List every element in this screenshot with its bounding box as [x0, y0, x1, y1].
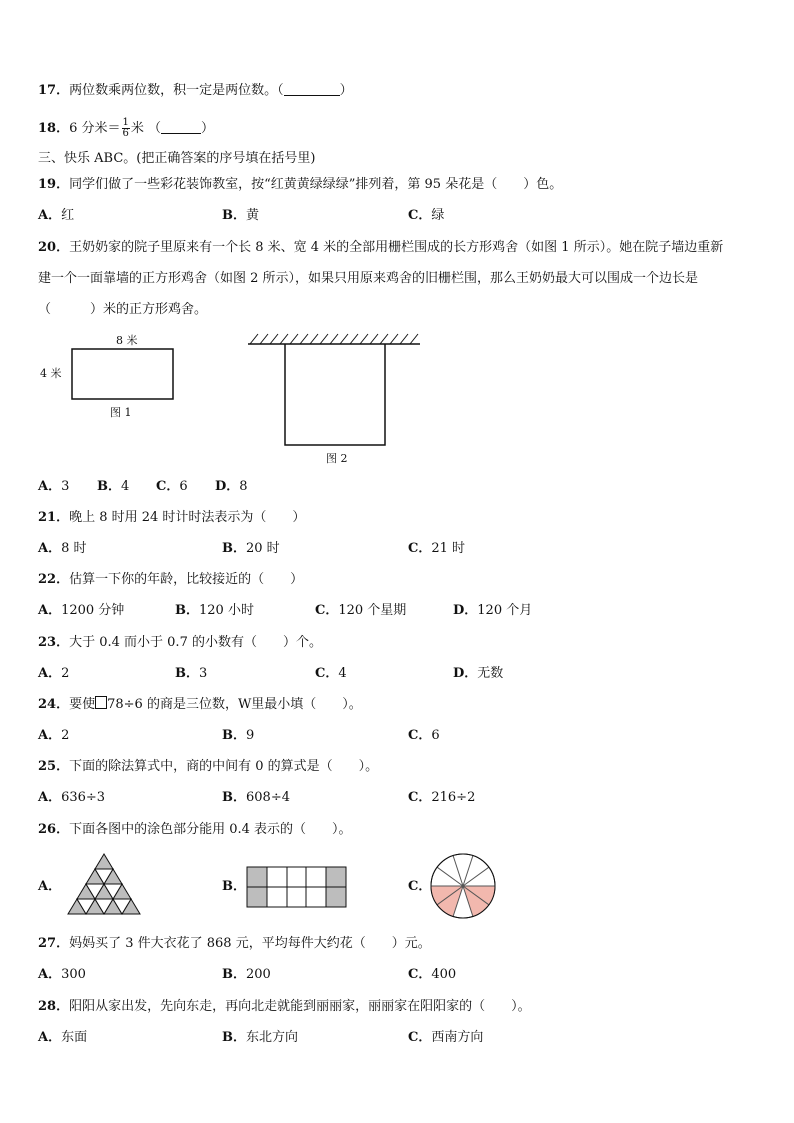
fig1-rectangle — [70, 347, 176, 401]
option-letter: A． — [38, 728, 62, 743]
question-text-pre: 要使 — [69, 697, 96, 712]
option-a[interactable] — [38, 665, 69, 683]
option-a[interactable] — [38, 1029, 87, 1047]
question-number: 25． — [38, 759, 70, 774]
option-letter: D． — [215, 479, 240, 494]
fraction-numerator: 1 — [122, 117, 129, 128]
question-text: 下面各图中的涂色部分能用 0.4 表示的（ ）。 — [69, 822, 352, 837]
option-text: 216÷2 — [431, 790, 476, 805]
grid-figure — [246, 866, 348, 910]
option-letter: A． — [38, 603, 62, 618]
question-text: 妈妈买了 3 件大衣花了 868 元，平均每件大约花（ ）元。 — [69, 936, 431, 951]
question-21 — [38, 509, 305, 527]
option-a[interactable] — [38, 602, 124, 620]
option-a[interactable] — [38, 540, 87, 558]
question-number: 21． — [38, 510, 70, 525]
option-d[interactable] — [453, 665, 503, 683]
option-d[interactable] — [453, 602, 532, 620]
question-number: 24． — [38, 697, 70, 712]
option-b[interactable] — [97, 478, 129, 496]
option-letter: C． — [156, 479, 180, 494]
option-text: 2 — [61, 728, 70, 743]
digit-box — [95, 696, 107, 709]
question-number: 20． — [38, 240, 70, 255]
question-number: 22． — [38, 572, 70, 587]
option-b[interactable] — [175, 602, 254, 620]
option-c[interactable] — [408, 207, 444, 225]
fraction — [122, 118, 130, 139]
option-letter: B． — [222, 728, 246, 743]
option-c[interactable] — [156, 478, 188, 496]
question-26 — [38, 821, 352, 839]
option-letter: D． — [453, 666, 478, 681]
question-text: 下面的除法算式中，商的中间有 0 的算式是（ ）。 — [69, 759, 379, 774]
option-c[interactable] — [408, 1029, 483, 1047]
option-text: 8 — [239, 479, 248, 494]
question-number: 17． — [38, 83, 70, 98]
option-letter: A． — [38, 967, 62, 982]
fig1-caption: 图 1 — [110, 406, 132, 419]
question-number: 28． — [38, 999, 70, 1014]
option-letter: A． — [38, 479, 62, 494]
option-c[interactable] — [315, 665, 347, 683]
option-text: 21 时 — [431, 541, 466, 556]
question-text: 大于 0.4 而小于 0.7 的小数有（ ）个。 — [69, 635, 322, 650]
option-text: 608÷4 — [246, 790, 290, 805]
option-text: 6 — [431, 728, 440, 743]
question-17 — [38, 82, 353, 100]
option-c[interactable] — [315, 602, 406, 620]
paren-close: ） — [201, 121, 215, 136]
option-letter: B． — [222, 541, 246, 556]
fig2-caption: 图 2 — [326, 452, 348, 465]
option-letter: C． — [408, 208, 432, 223]
option-b[interactable] — [222, 878, 246, 896]
question-text-post: 米 （ — [130, 121, 162, 136]
question-25 — [38, 758, 378, 776]
question-text: 同学们做了一些彩花装饰教室，按“红黄黄绿绿绿”排列着，第 95 朵花是（ ）色。 — [69, 177, 563, 192]
option-b[interactable] — [222, 1029, 298, 1047]
option-text: 120 个月 — [477, 603, 533, 618]
option-letter: A． — [38, 879, 62, 894]
fig1-side-label: 4 米 — [40, 367, 62, 380]
option-letter: C． — [315, 603, 339, 618]
question-text: 晚上 8 时用 24 时计时法表示为（ ） — [69, 510, 306, 525]
option-text: 20 时 — [246, 541, 280, 556]
section-title: 三、快乐 ABC。(把正确答案的序号填在括号里) — [38, 151, 316, 166]
option-text: 3 — [61, 479, 70, 494]
circle-figure — [428, 853, 500, 921]
question-text-line2: 建一个一面靠墙的正方形鸡舍（如图 2 所示），如果只用原来鸡舍的旧栅栏围，那么王奶奶最大可以围成一个边长是 — [38, 271, 699, 286]
option-a[interactable] — [38, 727, 69, 745]
option-text: 红 — [61, 208, 75, 223]
option-letter: A． — [38, 208, 62, 223]
question-text-line1: 王奶奶家的院子里原来有一个长 8 米、宽 4 米的全部用栅栏围成的长方形鸡舍（如图 1 所示）。她在院子墙边重新 — [69, 240, 724, 255]
option-letter: C． — [408, 541, 432, 556]
option-text: 120 小时 — [199, 603, 254, 618]
option-b[interactable] — [222, 540, 280, 558]
question-22 — [38, 571, 303, 589]
option-text: 2 — [61, 666, 70, 681]
option-letter: B． — [222, 879, 246, 894]
option-c[interactable] — [408, 966, 456, 984]
option-c[interactable] — [408, 789, 475, 807]
option-letter: A． — [38, 1030, 62, 1045]
option-text: 4 — [121, 479, 130, 494]
option-text: 3 — [199, 666, 208, 681]
option-text: 636÷3 — [61, 790, 106, 805]
answer-blank[interactable] — [284, 82, 340, 96]
option-a[interactable] — [38, 966, 86, 984]
option-a[interactable] — [38, 789, 105, 807]
option-text: 6 — [179, 479, 188, 494]
option-text: 9 — [246, 728, 255, 743]
question-number: 19． — [38, 177, 70, 192]
option-letter: B． — [175, 603, 199, 618]
question-text-line3: （ ）米的正方形鸡舍。 — [38, 302, 208, 317]
question-19 — [38, 176, 562, 194]
option-text: 东北方向 — [246, 1030, 299, 1045]
option-letter: A． — [38, 790, 62, 805]
question-text: 估算一下你的年龄，比较接近的（ ） — [69, 572, 304, 587]
question-text: 两位数乘两位数，积一定是两位数。（ — [69, 83, 284, 98]
option-letter: C． — [408, 879, 432, 894]
question-23 — [38, 634, 322, 652]
question-20 — [38, 239, 723, 257]
option-text: 西南方向 — [431, 1030, 484, 1045]
option-letter: C． — [408, 790, 432, 805]
option-text: 8 时 — [61, 541, 87, 556]
answer-blank[interactable] — [161, 120, 201, 134]
option-letter: C． — [408, 728, 432, 743]
question-18 — [38, 118, 214, 139]
option-letter: B． — [222, 208, 246, 223]
fig2-wall-square — [244, 330, 424, 448]
question-number: 18． — [38, 121, 70, 136]
question-text-post: 78÷6 的商是三位数，W里最小填（ ）。 — [107, 697, 362, 712]
option-text: 黄 — [246, 208, 260, 223]
option-text: 东面 — [61, 1030, 88, 1045]
fig1-top-label: 8 米 — [116, 334, 138, 347]
option-letter: C． — [408, 1030, 432, 1045]
option-letter: A． — [38, 666, 62, 681]
option-letter: C． — [408, 967, 432, 982]
option-c[interactable] — [408, 727, 440, 745]
option-text: 4 — [338, 666, 347, 681]
option-text: 绿 — [431, 208, 445, 223]
question-number: 23． — [38, 635, 70, 650]
option-letter: C． — [315, 666, 339, 681]
option-text: 无数 — [477, 666, 504, 681]
question-24 — [38, 696, 362, 714]
option-letter: B． — [222, 967, 246, 982]
option-b[interactable] — [222, 966, 271, 984]
option-letter: B． — [175, 666, 199, 681]
question-number: 27． — [38, 936, 70, 951]
question-number: 26． — [38, 822, 70, 837]
option-letter: B． — [222, 790, 246, 805]
option-text: 1200 分钟 — [61, 603, 125, 618]
option-c[interactable] — [408, 540, 465, 558]
option-text: 300 — [61, 967, 86, 982]
option-a[interactable] — [38, 207, 74, 225]
question-text: 阳阳从家出发，先向东走，再向北走就能到丽丽家，丽丽家在阳阳家的（ ）。 — [69, 999, 531, 1014]
option-letter: D． — [453, 603, 478, 618]
option-text: 200 — [246, 967, 271, 982]
option-b[interactable] — [222, 727, 254, 745]
question-28 — [38, 998, 531, 1016]
option-letter: A． — [38, 541, 62, 556]
option-a[interactable] — [38, 478, 69, 496]
option-d[interactable] — [215, 478, 248, 496]
paren-close: ） — [339, 83, 353, 98]
option-text: 400 — [431, 967, 457, 982]
triangle-figure — [64, 852, 144, 920]
option-b[interactable] — [222, 789, 290, 807]
option-b[interactable] — [175, 665, 207, 683]
option-text: 120 个星期 — [338, 603, 407, 618]
fraction-denominator: 6 — [122, 128, 129, 139]
question-27 — [38, 935, 431, 953]
question-text-pre: 6 分米＝ — [69, 121, 121, 136]
option-b[interactable] — [222, 207, 259, 225]
option-a[interactable] — [38, 878, 61, 896]
option-letter: B． — [222, 1030, 246, 1045]
option-letter: B． — [97, 479, 121, 494]
